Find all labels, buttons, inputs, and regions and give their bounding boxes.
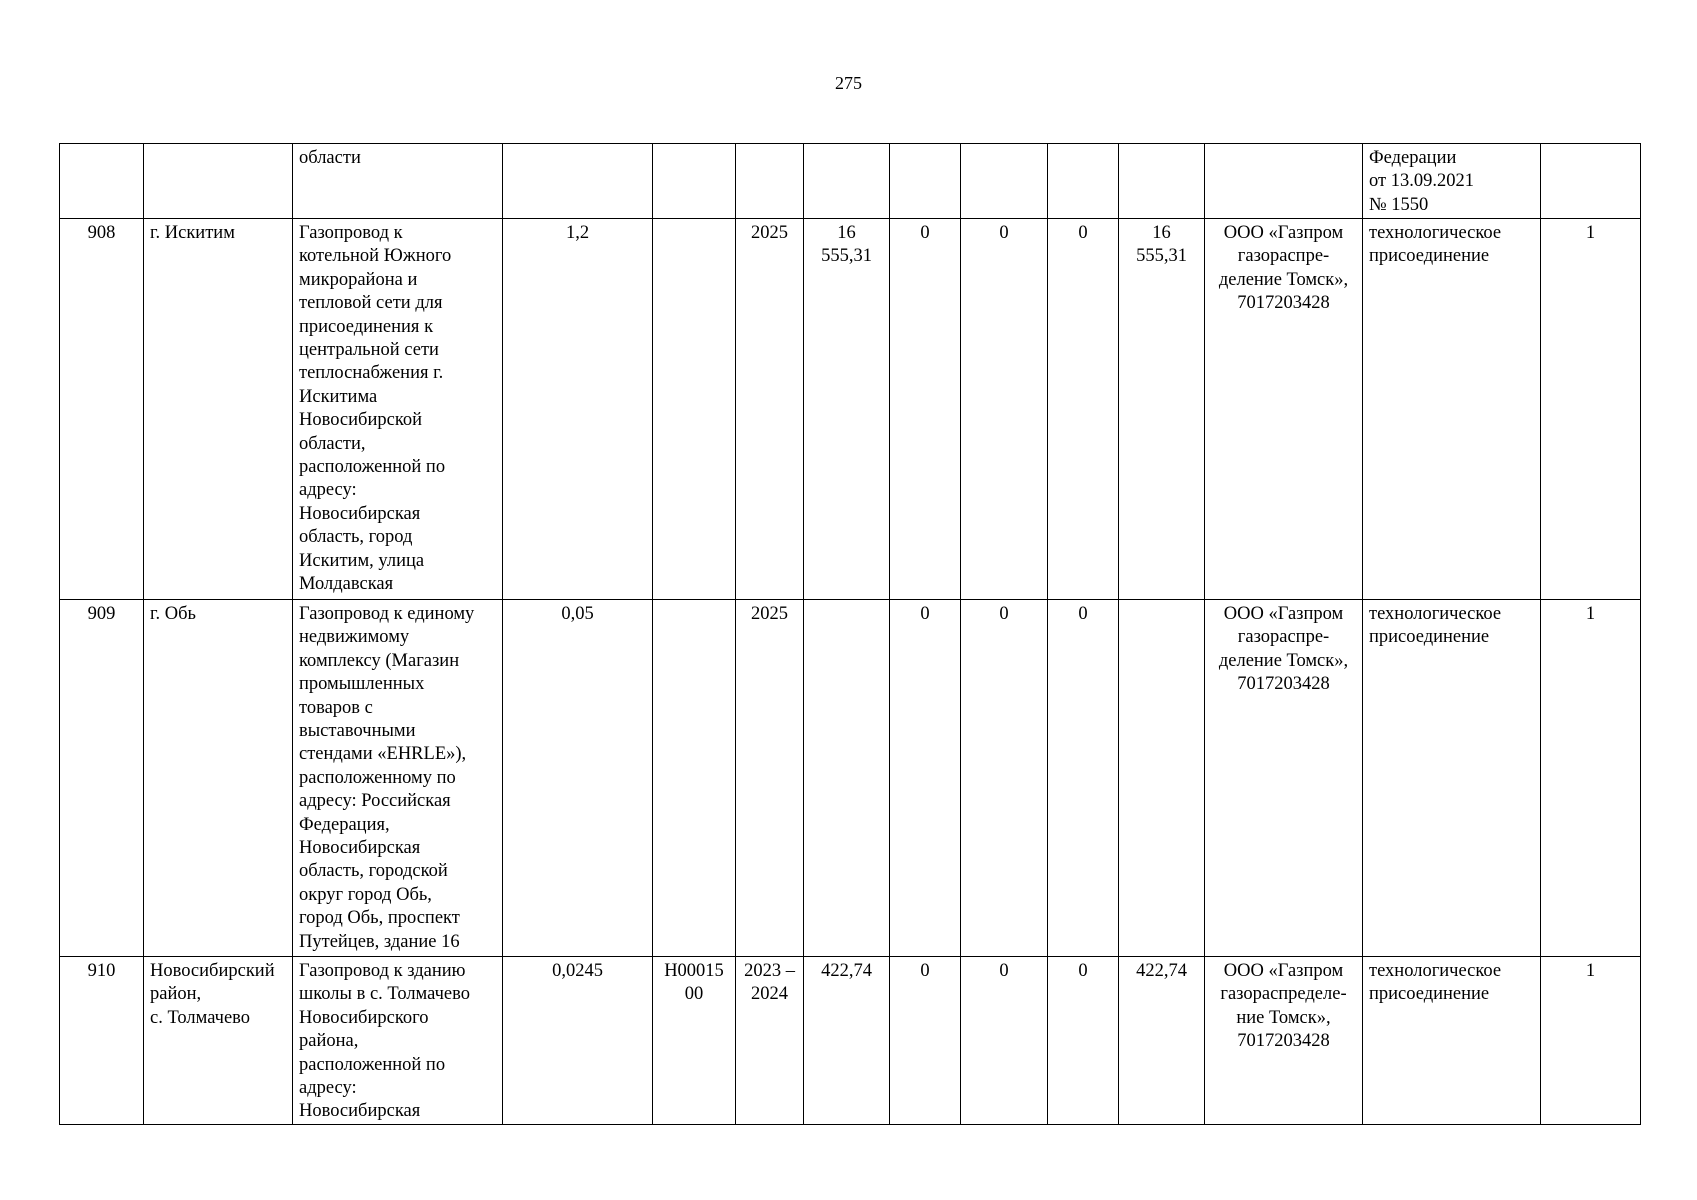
- locality-cell: г. Искитим: [144, 219, 293, 600]
- cost-other-cell: 422,74: [1119, 957, 1205, 1125]
- owner-cell: ООО «Газпром газораспре- деление Томск», 7017203428: [1205, 600, 1363, 957]
- code-cell: Н00015 00: [653, 957, 736, 1125]
- cost-other-cell: [1119, 600, 1205, 957]
- period-cell: [736, 144, 804, 219]
- cost-total-cell: 16 555,31: [804, 219, 890, 600]
- row-number-cell: 908: [60, 219, 144, 600]
- value-cell-3: [1048, 144, 1119, 219]
- table-row-continuation: [60, 144, 1641, 219]
- last-cell: [1541, 144, 1641, 219]
- value-cell-1: 0: [890, 219, 961, 600]
- value-cell-3: 0: [1048, 219, 1119, 600]
- object-description-cell: Газопровод к единому недвижимому комплексу (Магазин промышленных товаров с выставочными стендами «EHRLE»), расположенному по адресу: Российская Федерация, Новосибирская область, городской округ город Обь, город Обь, проспект Путейцев, здание 16: [293, 600, 503, 957]
- period-cell: 2025: [736, 219, 804, 600]
- cost-other-cell: 16 555,31: [1119, 219, 1205, 600]
- value-cell-2: 0: [961, 600, 1048, 957]
- last-cell: 1: [1541, 219, 1641, 600]
- code-cell: [653, 600, 736, 957]
- basis-cell: технологическое присоединение: [1363, 957, 1541, 1125]
- value-cell-1: [890, 144, 961, 219]
- investment-program-table: [59, 143, 1641, 1125]
- value-cell-3: 0: [1048, 600, 1119, 957]
- length-cell: 1,2: [503, 219, 653, 600]
- value-cell-2: 0: [961, 219, 1048, 600]
- locality-cell: [144, 144, 293, 219]
- value-cell-2: [961, 144, 1048, 219]
- table-row-910: [60, 957, 1641, 1125]
- basis-cell: технологическое присоединение: [1363, 219, 1541, 600]
- cost-other-cell: [1119, 144, 1205, 219]
- cost-total-cell: [804, 600, 890, 957]
- object-description-cell: Газопровод к зданию школы в с. Толмачево Новосибирского района, расположенной по адресу: Новосибирская: [293, 957, 503, 1125]
- cost-total-cell: 422,74: [804, 957, 890, 1125]
- value-cell-1: 0: [890, 957, 961, 1125]
- object-description-cell: области: [293, 144, 503, 219]
- locality-cell: г. Обь: [144, 600, 293, 957]
- page-number: 275: [835, 73, 862, 93]
- code-cell: [653, 219, 736, 600]
- owner-cell: ООО «Газпром газораспре- деление Томск», 7017203428: [1205, 219, 1363, 600]
- table-row-908: [60, 219, 1641, 600]
- cost-total-cell: [804, 144, 890, 219]
- locality-cell: Новосибирский район, с. Толмачево: [144, 957, 293, 1125]
- value-cell-1: 0: [890, 600, 961, 957]
- period-cell: 2025: [736, 600, 804, 957]
- object-description-cell: Газопровод к котельной Южного микрорайона и тепловой сети для присоединения к центральной сети теплоснабжения г. Искитима Новосибирской области, расположенной по адресу: Новосибирская область, город Искитим, улица Молдавская: [293, 219, 503, 600]
- value-cell-3: 0: [1048, 957, 1119, 1125]
- last-cell: 1: [1541, 957, 1641, 1125]
- value-cell-2: 0: [961, 957, 1048, 1125]
- length-cell: 0,05: [503, 600, 653, 957]
- code-cell: [653, 144, 736, 219]
- last-cell: 1: [1541, 600, 1641, 957]
- basis-cell: технологическое присоединение: [1363, 600, 1541, 957]
- length-cell: [503, 144, 653, 219]
- row-number-cell: [60, 144, 144, 219]
- row-number-cell: 909: [60, 600, 144, 957]
- length-cell: 0,0245: [503, 957, 653, 1125]
- period-cell: 2023 – 2024: [736, 957, 804, 1125]
- table-row-909: [60, 600, 1641, 957]
- owner-cell: [1205, 144, 1363, 219]
- owner-cell: ООО «Газпром газораспределе- ние Томск», 7017203428: [1205, 957, 1363, 1125]
- row-number-cell: 910: [60, 957, 144, 1125]
- basis-cell: Федерации от 13.09.2021 № 1550: [1363, 144, 1541, 219]
